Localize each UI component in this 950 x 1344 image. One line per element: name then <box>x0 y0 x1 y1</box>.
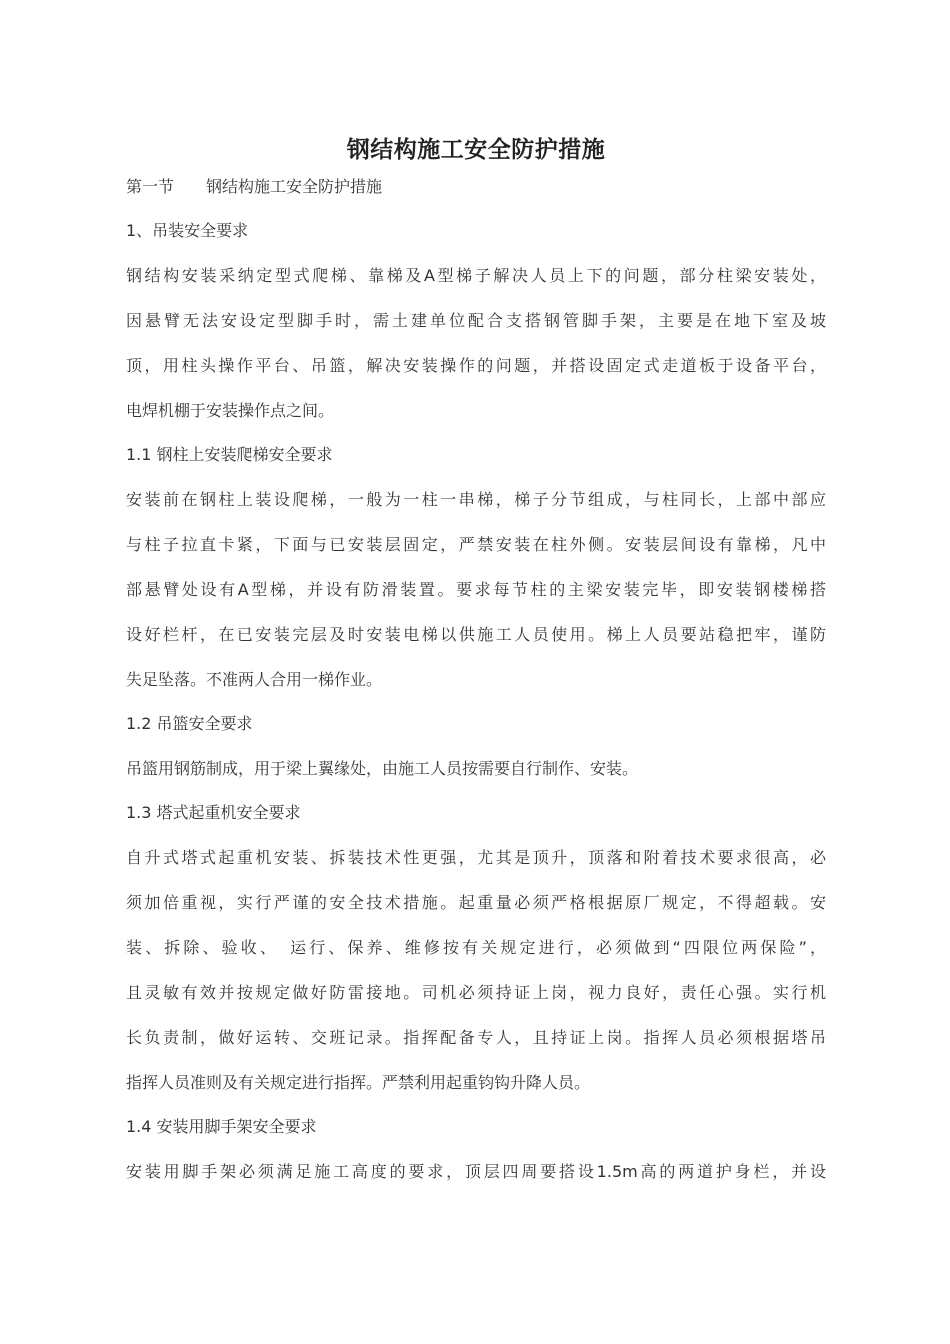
paragraph-line: 电焊机棚于安装操作点之间。 <box>126 401 335 420</box>
document-title: 钢结构施工安全防护措施 <box>346 137 606 163</box>
paragraph-line: 部悬臂处设有A型梯，并设有防滑装置。要求每节柱的主梁安装完毕，即安装钢楼梯搭 <box>126 580 826 599</box>
paragraph-hoisting <box>126 253 826 433</box>
paragraph-tower-crane <box>126 835 826 1105</box>
section-heading: 第一节 钢结构施工安全防护措施 <box>126 177 383 196</box>
paragraph-line: 安装用脚手架必须满足施工高度的要求，顶层四周要搭设1.5m高的两道护身栏，并设 <box>126 1162 826 1181</box>
paragraph-line: 设好栏杆，在已安装完层及时安装电梯以供施工人员使用。梯上人员要站稳把牢，谨防 <box>126 625 826 644</box>
paragraph-line: 因悬臂无法安设定型脚手时，需土建单位配合支搭钢管脚手架，主要是在地下室及坡 <box>126 311 826 330</box>
paragraph-line: 失足坠落。不准两人合用一梯作业。 <box>126 670 383 689</box>
subsection-heading-hoisting: 1、吊装安全要求 <box>126 221 249 240</box>
paragraph-line: 须加倍重视，实行严谨的安全技术措施。起重量必须严格根据原厂规定，不得超载。安 <box>126 893 826 912</box>
paragraph-line: 吊篮用钢筋制成，用于梁上翼缘处，由施工人员按需要自行制作、安装。 <box>126 759 639 778</box>
paragraph-line: 装、拆除、验收、 运行、保养、维修按有关规定进行，必须做到“四限位两保险”， <box>126 938 826 957</box>
subsection-heading-ladder: 1.1 钢柱上安装爬梯安全要求 <box>126 445 333 464</box>
subsection-heading-tower-crane: 1.3 塔式起重机安全要求 <box>126 803 301 822</box>
paragraph-line: 自升式塔式起重机安装、拆装技术性更强，尤其是顶升，顶落和附着技术要求很高，必 <box>126 848 826 867</box>
paragraph-line: 指挥人员准则及有关规定进行指挥。严禁利用起重钧钩升降人员。 <box>126 1073 591 1092</box>
document-content <box>126 130 826 1201</box>
paragraph-line: 安装前在钢柱上装设爬梯，一般为一柱一串梯，梯子分节组成，与柱同长，上部中部应 <box>126 490 826 509</box>
subsection-heading-scaffold: 1.4 安装用脚手架安全要求 <box>126 1117 317 1136</box>
paragraph-line: 长负责制，做好运转、交班记录。指挥配备专人，且持证上岗。指挥人员必须根据塔吊 <box>126 1028 826 1047</box>
paragraph-line: 钢结构安装采纳定型式爬梯、靠梯及A型梯子解决人员上下的问题，部分柱梁安装处， <box>126 266 826 285</box>
paragraph-line: 顶，用柱头操作平台、吊篮，解决安装操作的问题，并搭设固定式走道板于设备平台， <box>126 356 826 375</box>
paragraph-line: 且灵敏有效并按规定做好防雷接地。司机必须持证上岗，视力良好，责任心强。实行机 <box>126 983 826 1002</box>
paragraph-basket <box>126 746 826 791</box>
paragraph-ladder <box>126 477 826 702</box>
paragraph-scaffold <box>126 1149 826 1194</box>
paragraph-line: 与柱子拉直卡紧，下面与已安装层固定，严禁安装在柱外侧。安装层间设有靠梯，凡中 <box>126 535 826 554</box>
subsection-heading-basket: 1.2 吊篮安全要求 <box>126 714 253 733</box>
